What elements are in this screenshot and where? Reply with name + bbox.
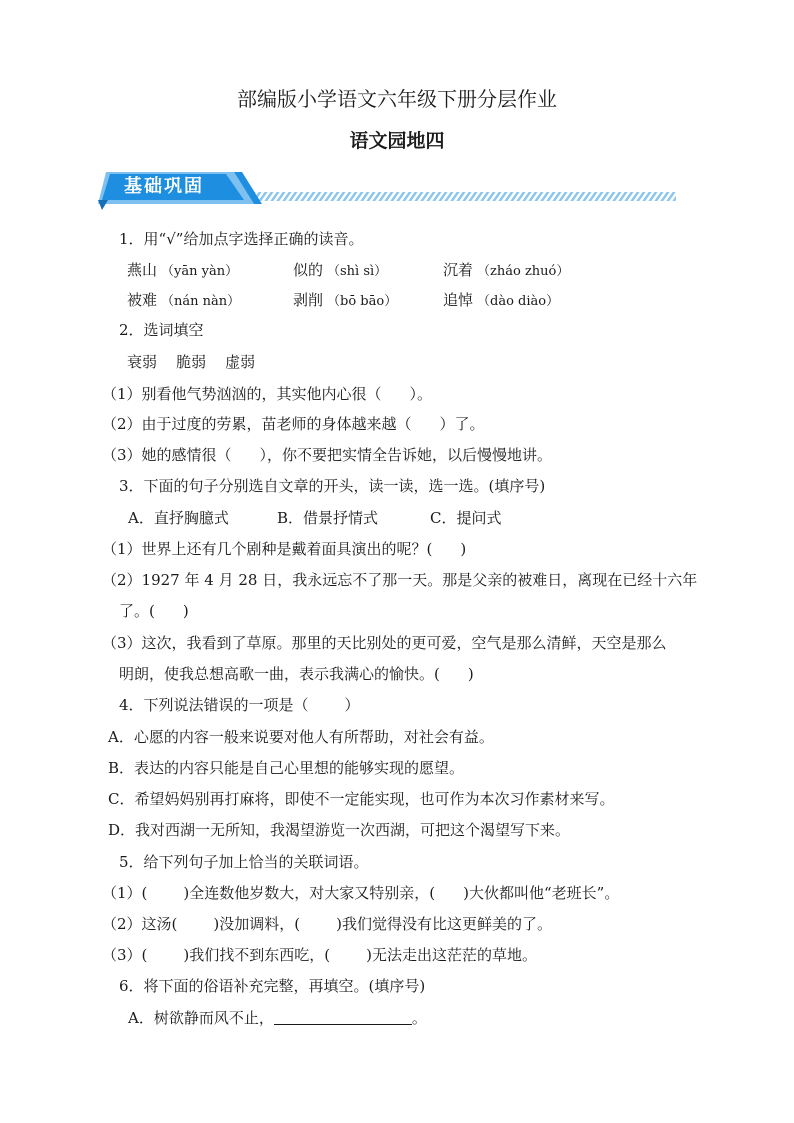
q3-option-a: A．直抒胸臆式	[128, 509, 229, 527]
q5-item-3	[102, 945, 537, 965]
q1-pinyin: （zháo zhuó）	[477, 264, 570, 279]
q6-item-text: A．树欲静而风不止，	[128, 1009, 274, 1027]
q5-item-1	[102, 883, 619, 903]
q2-item-2	[102, 414, 485, 434]
banner-stripe-band	[244, 192, 676, 201]
section-banner	[94, 170, 679, 212]
q3-item-3-line-2	[119, 664, 474, 684]
q5-item-start: （2）这汤(	[102, 915, 178, 933]
q1-stem: 1．用“√”给加点字选择正确的读音。	[119, 230, 364, 248]
q1-item-6	[443, 290, 559, 312]
q6-item-a	[128, 1008, 427, 1028]
q3-item-close: )	[460, 540, 467, 558]
banner-tail	[98, 200, 108, 210]
q6-stem: 6．将下面的俗语补充完整，再填空。(填序号)	[119, 977, 426, 995]
q1-item-4	[127, 290, 240, 312]
q1-pinyin: （dào diào）	[477, 294, 560, 309]
q3-item-text: 明朗，使我总想高歌一曲，表示我满心的愉快。(	[119, 665, 440, 683]
q2-item-end: ）了。	[439, 415, 485, 433]
q4-stem	[119, 695, 360, 715]
q3-option-c: C．提问式	[430, 509, 502, 527]
q1-pinyin: （nán nàn）	[161, 294, 241, 309]
q3-option-b: B．借景抒情式	[277, 509, 379, 527]
q6-item-end: 。	[411, 1009, 427, 1027]
q3-stem: 3．下面的句子分别选自文章的开头，读一读，选一选。(填序号)	[119, 477, 546, 495]
q5-item-2	[102, 914, 552, 934]
q1-pinyin: （shì sì）	[327, 264, 388, 279]
q5-item-end: )无法走出这茫茫的草地。	[366, 946, 537, 964]
q5-item-start: （3）(	[102, 946, 148, 964]
q2-options: 衰弱 脆弱 虚弱	[127, 353, 256, 371]
q3-item-text: （1）世界上还有几个剧种是戴着面具演出的呢？(	[102, 540, 433, 558]
q2-item-end: ），你不要把实情全告诉她，以后慢慢地讲。	[259, 446, 553, 464]
q1-pinyin: （yān yàn）	[161, 264, 239, 279]
q1-word: 似的	[293, 261, 324, 279]
q5-item-end: )我们觉得没有比这更鲜美的了。	[336, 915, 552, 933]
section-label: 基础巩固	[124, 176, 204, 197]
q2-item-text: （1）别看他气势汹汹的，其实他内心很（	[102, 385, 382, 403]
q2-item-text: （2）由于过度的劳累，苗老师的身体越来越（	[102, 415, 412, 433]
q5-stem: 5．给下列句子加上恰当的关联词语。	[119, 853, 369, 871]
q1-pinyin: （bō bāo）	[327, 294, 398, 309]
q3-item-close: )	[467, 665, 474, 683]
q5-item-middle: )全连数他岁数大，对大家又特别亲，(	[183, 884, 436, 902]
q2-item-text: （3）她的感情很（	[102, 446, 232, 464]
q2-stem: 2．选词填空	[119, 321, 204, 339]
q1-item-1	[127, 260, 238, 282]
q3-item-text: 了。(	[119, 602, 155, 620]
q3-item-2-line-2	[119, 601, 189, 621]
q4-option-c: C．希望妈妈别再打麻将，即使不一定能实现，也可作为本次习作素材来写。	[108, 790, 615, 808]
q4-option-b: B．表达的内容只能是自己心里想的能够实现的愿望。	[108, 759, 465, 777]
q4-stem-close: ）	[344, 696, 360, 714]
q1-item-2	[293, 260, 387, 282]
q1-word: 沉着	[443, 261, 474, 279]
q1-word: 燕山	[127, 261, 158, 279]
document-title: 部编版小学语文六年级下册分层作业	[237, 87, 557, 111]
q2-item-3	[102, 445, 552, 465]
q3-item-close: )	[182, 602, 189, 620]
q1-word: 被难	[127, 291, 158, 309]
q1-word: 追悼	[443, 291, 474, 309]
answer-line[interactable]	[274, 1008, 412, 1025]
q5-item-middle: )我们找不到东西吃，(	[183, 946, 331, 964]
q1-item-3	[443, 260, 569, 282]
q3-item-3-line-1: （3）这次，我看到了草原。那里的天比别处的更可爱，空气是那么清鲜，天空是那么	[102, 634, 667, 652]
q4-option-d: D．我对西湖一无所知，我渴望游览一次西湖，可把这个渴望写下来。	[108, 821, 571, 839]
q4-option-a: A．心愿的内容一般来说要对他人有所帮助，对社会有益。	[108, 728, 494, 746]
q1-item-5	[293, 290, 397, 312]
q3-item-2-line-1: （2）1927 年 4 月 28 日，我永远忘不了那一天。那是父亲的被难日，离现在已经十六年	[102, 571, 698, 589]
q2-item-1	[102, 384, 432, 404]
q5-item-end: )大伙都叫他“老班长”。	[463, 884, 620, 902]
document-subtitle: 语文园地四	[349, 130, 445, 152]
q4-stem-text: 4．下列说法错误的一项是（	[119, 696, 309, 714]
q3-item-1	[102, 539, 466, 559]
q5-item-start: （1）(	[102, 884, 148, 902]
q5-item-middle: )没加调料，(	[213, 915, 301, 933]
q1-word: 剥削	[293, 291, 324, 309]
q2-item-end: ）。	[409, 385, 433, 403]
